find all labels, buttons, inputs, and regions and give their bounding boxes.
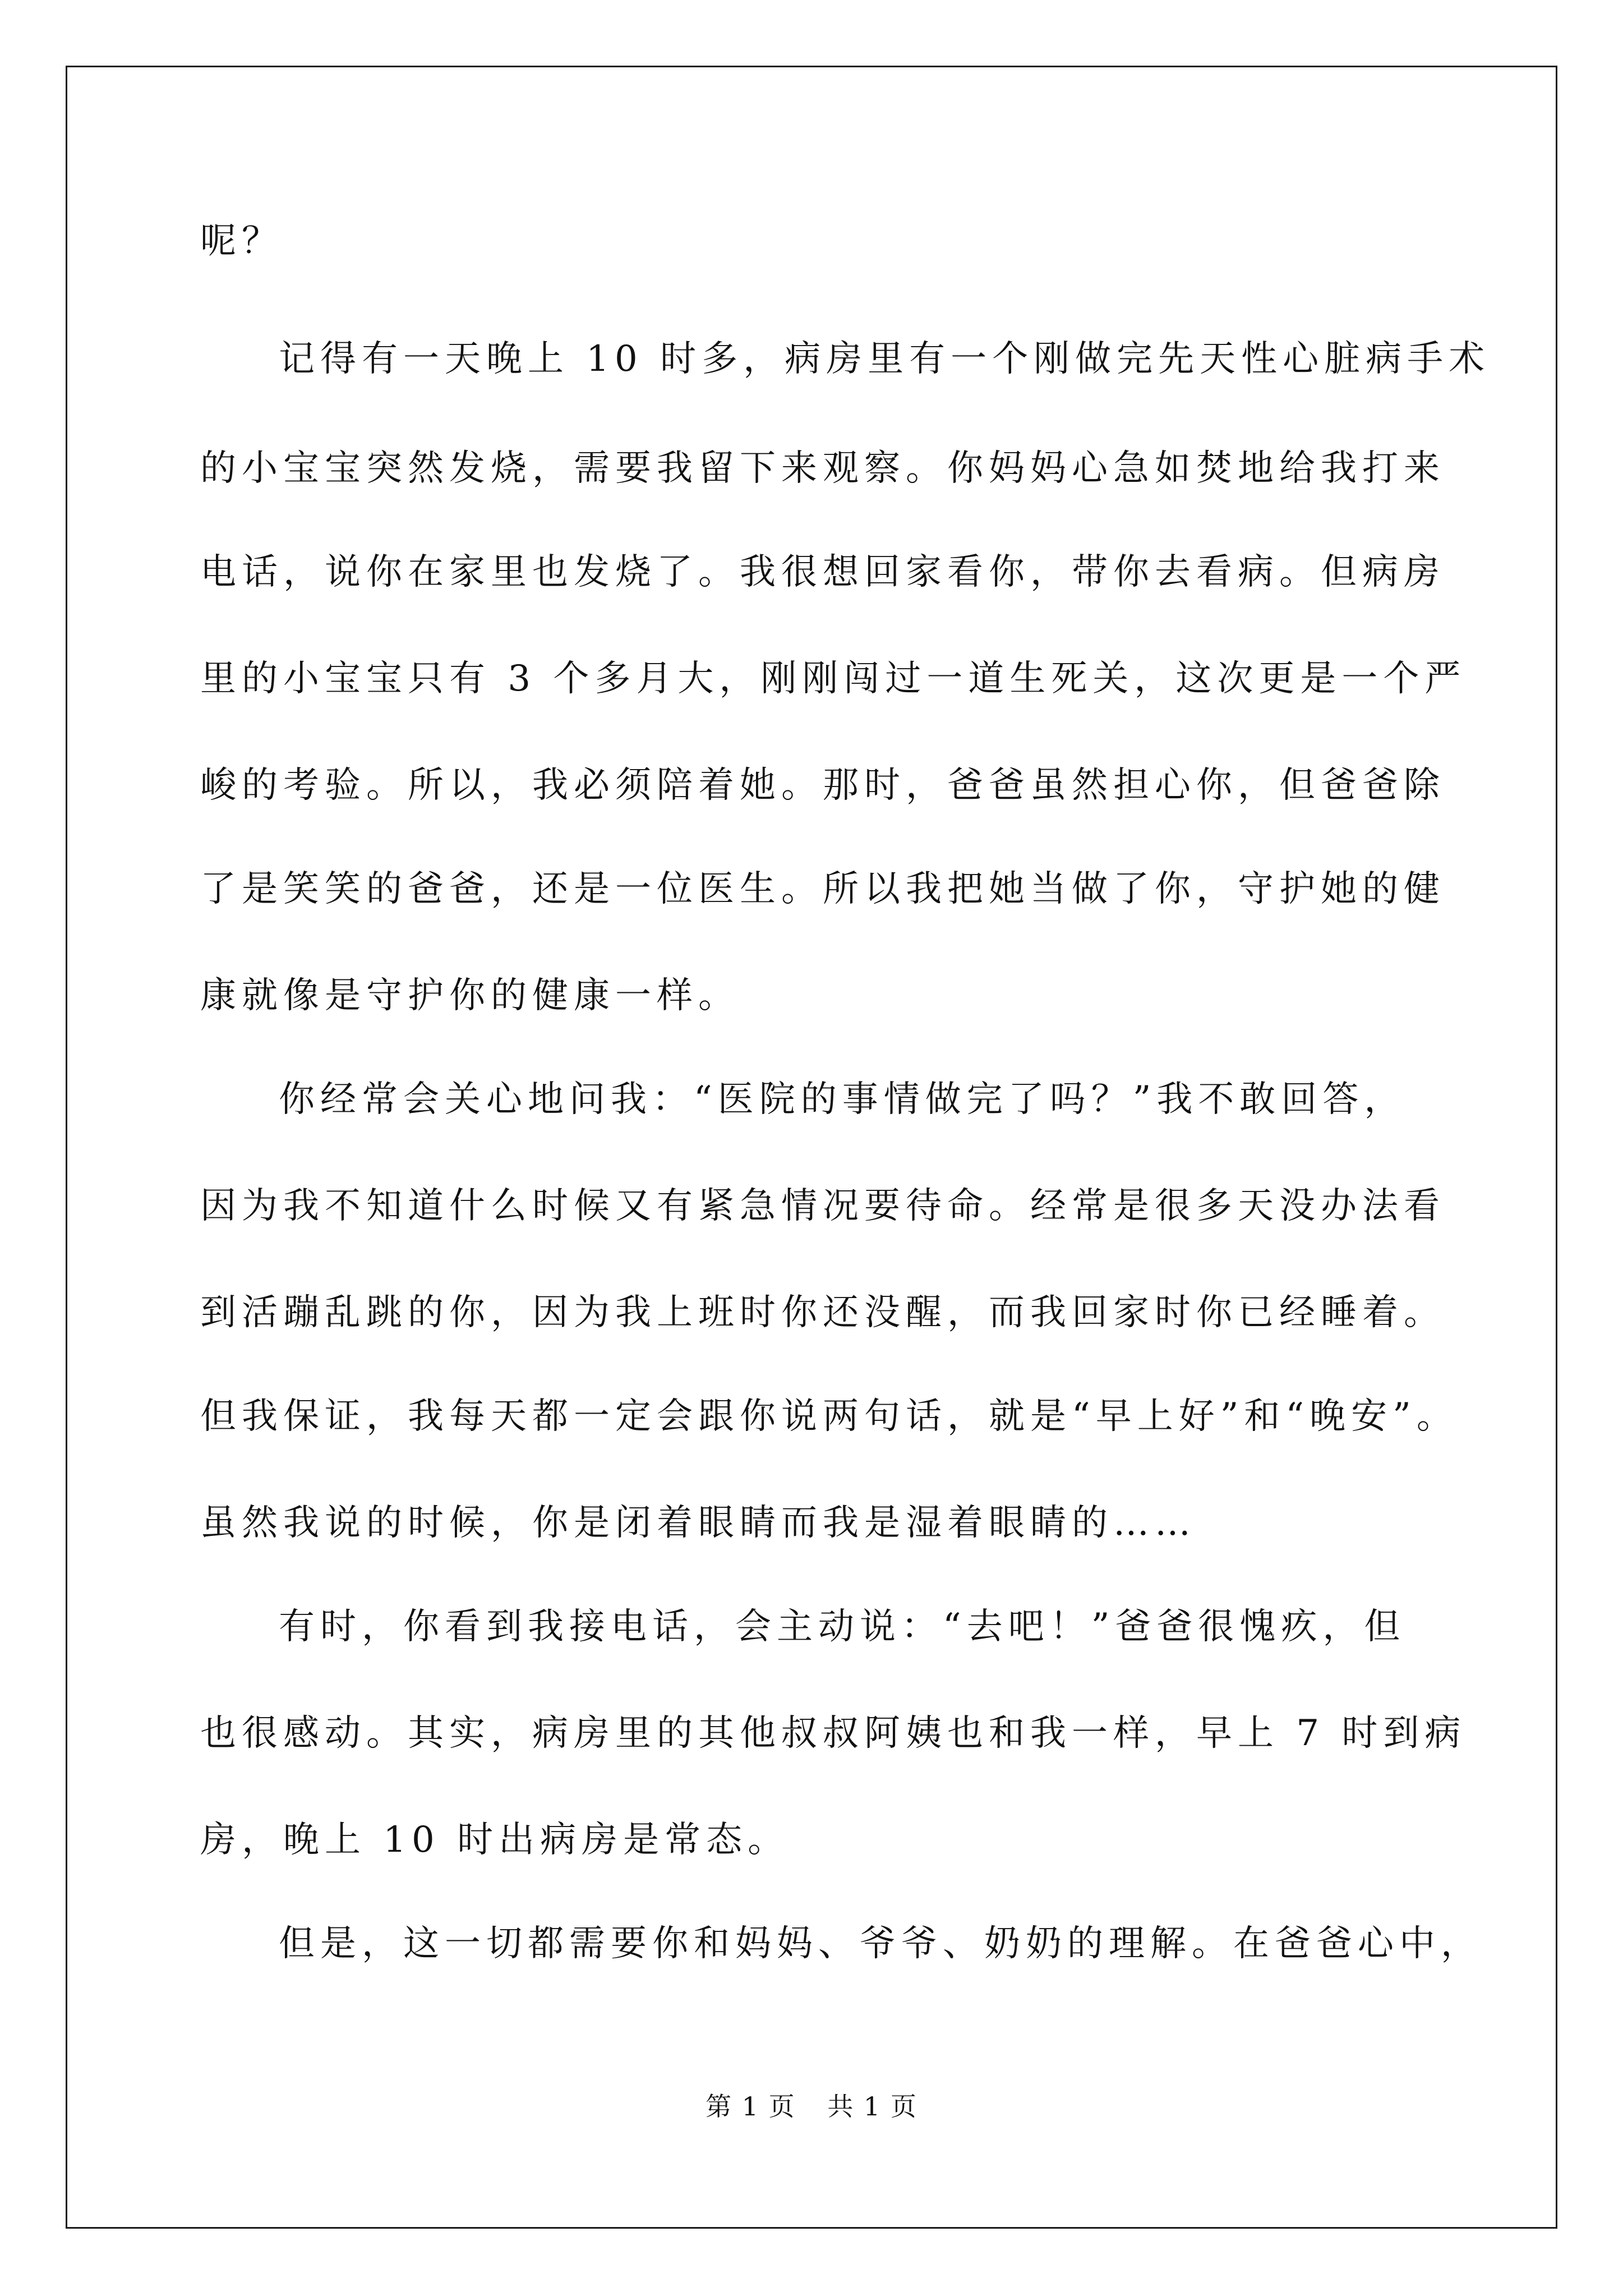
text-line-5: 里的小宝宝只有 3 个多月大，刚刚闯过一道生死关，这次更是一个严 [200, 658, 1467, 700]
text-line-10: 因为我不知道什么时候又有紧急情况要待命。经常是很多天没办法看 [200, 1185, 1445, 1227]
text-line-7: 了是笑笑的爸爸，还是一位医生。所以我把她当做了你，守护她的健 [200, 868, 1445, 910]
text-line-8: 康就像是守护你的健康一样。 [200, 975, 740, 1016]
text-line-12: 但我保证，我每天都一定会跟你说两句话，就是“早上好”和“晚安”。 [200, 1396, 1458, 1437]
text-line-2: 记得有一天晚上 10 时多，病房里有一个刚做完先天性心脏病手术 [279, 338, 1491, 380]
text-line-15: 也很感动。其实，病房里的其他叔叔阿姨也和我一样，早上 7 时到病 [200, 1713, 1467, 1754]
text-line-16: 房，晚上 10 时出病房是常态。 [200, 1819, 790, 1861]
page-footer [0, 2091, 1623, 2122]
text-line-9: 你经常会关心地问我：“医院的事情做完了吗？”我不敢回答， [279, 1079, 1406, 1120]
text-line-1: 呢？ [200, 220, 283, 262]
text-line-14: 有时，你看到我接电话，会主动说：“去吧！”爸爸很愧疚，但 [279, 1606, 1406, 1648]
page-total: 共 1 页 [827, 2091, 917, 2122]
page-border [66, 66, 1557, 2229]
text-line-4: 电话，说你在家里也发烧了。我很想回家看你，带你去看病。但病房 [200, 551, 1445, 593]
text-line-6: 峻的考验。所以，我必须陪着她。那时，爸爸虽然担心你，但爸爸除 [200, 765, 1445, 806]
text-line-11: 到活蹦乱跳的你，因为我上班时你还没醒，而我回家时你已经睡着。 [200, 1292, 1445, 1333]
text-line-3: 的小宝宝突然发烧，需要我留下来观察。你妈妈心急如焚地给我打来 [200, 448, 1445, 489]
text-line-13: 虽然我说的时候，你是闭着眼睛而我是湿着眼睛的…… [200, 1502, 1196, 1544]
text-line-17: 但是，这一切都需要你和妈妈、爷爷、奶奶的理解。在爸爸心中， [279, 1923, 1482, 1964]
page-number: 第 1 页 [706, 2091, 796, 2122]
